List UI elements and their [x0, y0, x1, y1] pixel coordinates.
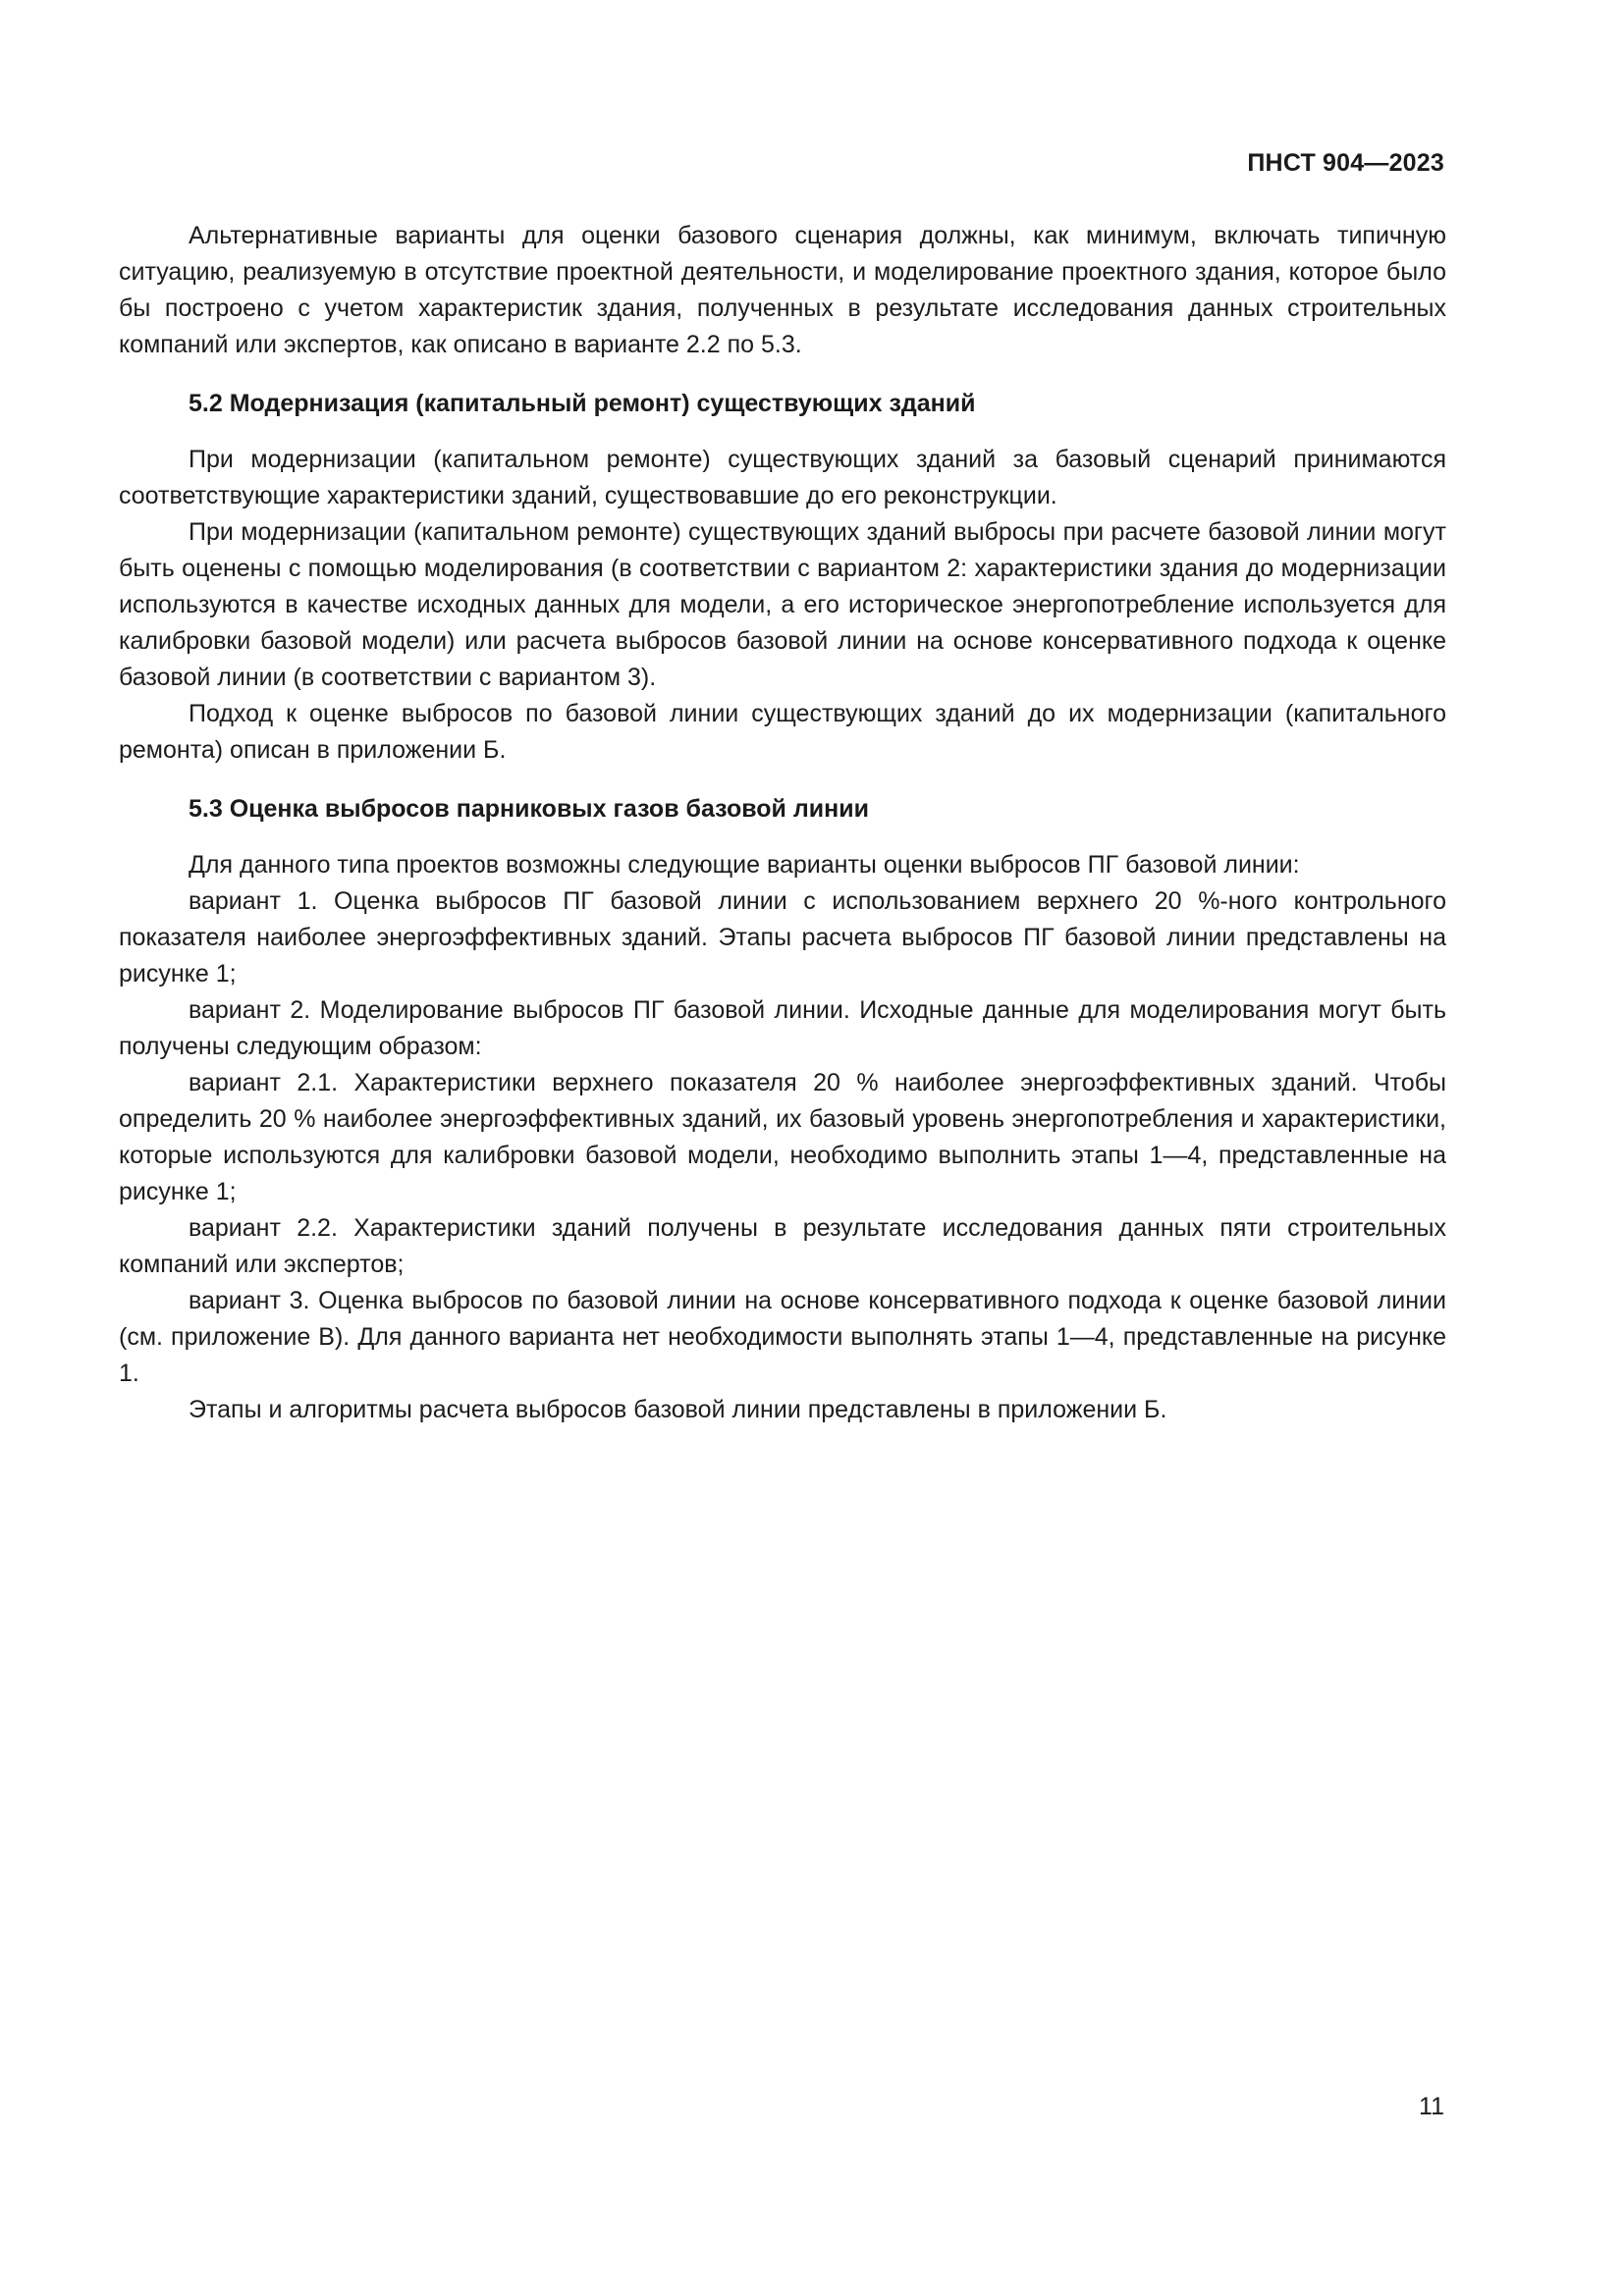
paragraph-variant-1: вариант 1. Оценка выбросов ПГ базовой линии с использованием верхнего 20 %-ного контрольного показателя наиболее энергоэффективных зданий. Этапы расчета выбросов ПГ базовой линии представлены на рисунке 1;	[119, 887, 1446, 988]
section-heading-5-3: 5.3 Оценка выбросов парниковых газов базовой линии	[189, 795, 869, 823]
spacer	[119, 422, 1446, 442]
paragraph-variant-2: вариант 2. Моделирование выбросов ПГ базовой линии. Исходные данные для моделирования могут быть получены следующим образом:	[119, 996, 1446, 1060]
page-number: 11	[1419, 2093, 1444, 2120]
document-body	[119, 218, 1446, 1428]
paragraph-variant-3: вариант 3. Оценка выбросов по базовой линии на основе консервативного подхода к оценке базовой линии (см. приложение В). Для данного варианта нет необходимости выполнять этапы 1—4, представленные на рисунке 1.	[119, 1287, 1446, 1387]
paragraph-5-2-3: Подход к оценке выбросов по базовой линии существующих зданий до их модернизации (капитального ремонта) описан в приложении Б.	[119, 700, 1446, 764]
document-code: ПНСТ 904—2023	[1247, 149, 1444, 177]
paragraph-intro: Альтернативные варианты для оценки базового сценария должны, как минимум, включать типичную ситуацию, реализуемую в отсутствие проектной деятельности, и моделирование проектного здания, которое было бы построено с учетом характеристик здания, полученных в результате исследования данных строительных компаний или экспертов, как описано в варианте 2.2 по 5.3.	[119, 222, 1446, 358]
spacer	[119, 828, 1446, 847]
spacer	[119, 363, 1446, 386]
section-heading-5-2: 5.2 Модернизация (капитальный ремонт) существующих зданий	[189, 390, 976, 417]
paragraph-5-3-closing: Этапы и алгоритмы расчета выбросов базовой линии представлены в приложении Б.	[189, 1396, 1167, 1423]
spacer	[119, 769, 1446, 791]
paragraph-variant-2-2: вариант 2.2. Характеристики зданий получены в результате исследования данных пяти строительных компаний или экспертов;	[119, 1214, 1446, 1278]
paragraph-variant-2-1: вариант 2.1. Характеристики верхнего показателя 20 % наиболее энергоэффективных зданий. Чтобы определить 20 % наиболее энергоэффективных зданий, их базовый уровень энергопотребления и характеристики, которые используются для калибровки базовой модели, необходимо выполнить этапы 1—4, представленные на рисунке 1;	[119, 1069, 1446, 1205]
paragraph-5-2-1: При модернизации (капитальном ремонте) существующих зданий за базовый сценарий принимаются соответствующие характеристики зданий, существовавшие до его реконструкции.	[119, 446, 1446, 509]
paragraph-5-2-2: При модернизации (капитальном ремонте) существующих зданий выбросы при расчете базовой линии могут быть оценены с помощью моделирования (в соответствии с вариантом 2: характеристики здания до модернизации используются в качестве исходных данных для модели, а его историческое энергопотребление используется для калибровки базовой модели) или расчета выбросов базовой линии на основе консервативного подхода к оценке базовой линии (в соответствии с вариантом 3).	[119, 518, 1446, 691]
paragraph-5-3-1: Для данного типа проектов возможны следующие варианты оценки выбросов ПГ базовой линии:	[189, 851, 1300, 879]
